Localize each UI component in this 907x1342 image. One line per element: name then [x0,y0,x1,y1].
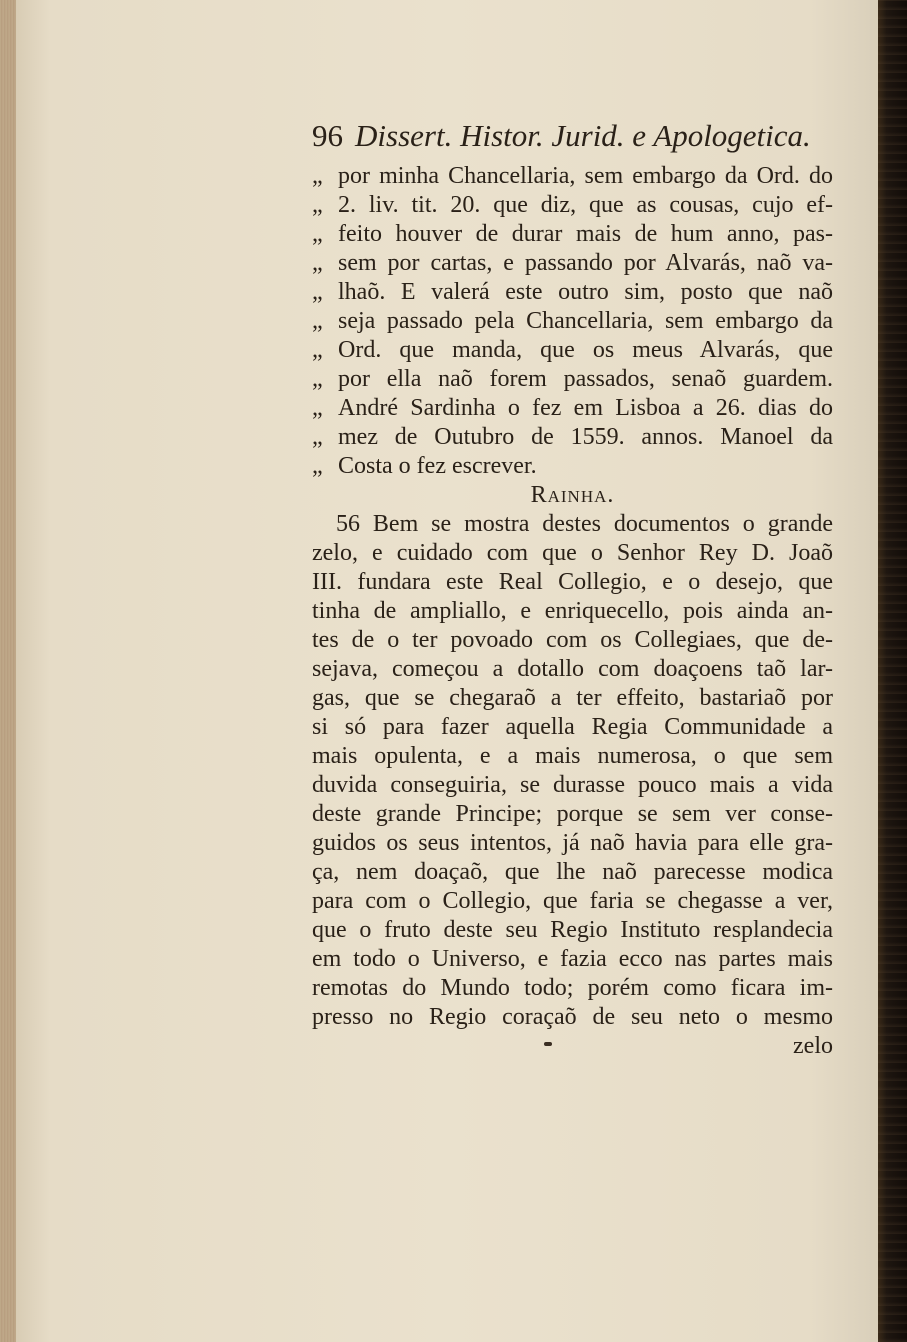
quote-mark: „ [312,279,323,305]
paragraph-line: tinha de ampliallo, e enriquecello, pois ainda an- [312,598,833,624]
quoted-line [312,336,833,365]
quote-mark: „ [312,366,323,392]
paragraph-line: zelo, e cuidado com que o Senhor Rey D. Joaõ [312,540,833,566]
paragraph-line: si só para fazer aquella Regia Communidade a [312,714,833,740]
quoted-line [312,249,833,278]
quoted-line-text: mez de Outubro de 1559. annos. Manoel da [338,424,833,450]
quoted-line [312,278,833,307]
quote-mark: „ [312,221,323,247]
paragraph-line: tes de o ter povoado com os Collegiaes, que de- [312,627,833,653]
quoted-line-text: lhaõ. E valerá este outro sim, posto que naõ [338,279,833,305]
quoted-line-text: por ella naõ forem passados, senaõ guardem. [338,366,833,392]
quoted-line-text: Costa o fez escrever. [338,453,537,479]
catchword: zelo [793,1033,833,1059]
quote-mark: „ [312,163,323,189]
quote-mark: „ [312,337,323,363]
quote-mark: „ [312,308,323,334]
paragraph-line: presso no Regio coraçaõ de seu neto o mesmo [312,1004,833,1030]
paragraph-line: deste grande Principe; porque se sem ver conse- [312,801,833,827]
quoted-line [312,394,833,423]
paragraph-line: para com o Collegio, que faria se chegasse a ver, [312,888,833,914]
quoted-line [312,191,833,220]
page-text [312,162,833,1061]
paragraph-line: III. fundara este Real Collegio, e o desejo, que [312,569,833,595]
quote-mark: „ [312,453,323,479]
paragraph-line: 56 Bem se mostra destes documentos o grande [336,511,833,537]
book-edge-left [0,0,16,1342]
quoted-line [312,220,833,249]
quoted-line [312,307,833,336]
paragraph-line: que o fruto deste seu Regio Instituto resplandecia [312,917,833,943]
paragraph-line: em todo o Universo, e fazia ecco nas partes mais [312,946,833,972]
quoted-line-text: 2. liv. tit. 20. que diz, que as cousas, cujo ef- [338,192,833,218]
paragraph-line: guidos os seus intentos, já naõ havia para elle gra- [312,830,833,856]
quote-mark: „ [312,192,323,218]
quote-mark: „ [312,250,323,276]
ink-mark [544,1042,552,1046]
quoted-line [312,452,833,481]
paragraph-56 [312,510,833,1032]
paragraph-line: mais opulenta, e a mais numerosa, o que sem [312,743,833,769]
quoted-line-text: feito houver de durar mais de hum anno, pas- [338,221,833,247]
paragraph-line: sejava, começou a dotallo com doaçoens taõ lar- [312,656,833,682]
book-cover-edge [878,0,907,1342]
paragraph-line: duvida conseguiria, se durasse pouco mais a vida [312,772,833,798]
quoted-document [312,162,833,481]
quoted-line [312,423,833,452]
running-header [312,118,811,154]
paragraph-line: gas, que se chegaraõ a ter effeito, bastariaõ por [312,685,833,711]
running-title: Dissert. Histor. Jurid. e Apologetica. [355,118,811,153]
quote-mark: „ [312,424,323,450]
paragraph-line: ça, nem doaçaõ, que lhe naõ parecesse modica [312,859,833,885]
quoted-line-text: por minha Chancellaria, sem embargo da Ord. do [338,163,833,189]
quoted-line-text: Ord. que manda, que os meus Alvarás, que [338,337,833,363]
quoted-line-text: André Sardinha o fez em Lisboa a 26. dias do [338,395,833,421]
page-number: 96 [312,118,343,153]
quoted-line-text: seja passado pela Chancellaria, sem embargo da [338,308,833,334]
quoted-line [312,162,833,191]
quoted-line [312,365,833,394]
section-heading: Rainha. [530,482,615,508]
quoted-line-text: sem por cartas, e passando por Alvarás, naõ va- [338,250,833,276]
paragraph-line: remotas do Mundo todo; porém como ficara im- [312,975,833,1001]
quote-mark: „ [312,395,323,421]
